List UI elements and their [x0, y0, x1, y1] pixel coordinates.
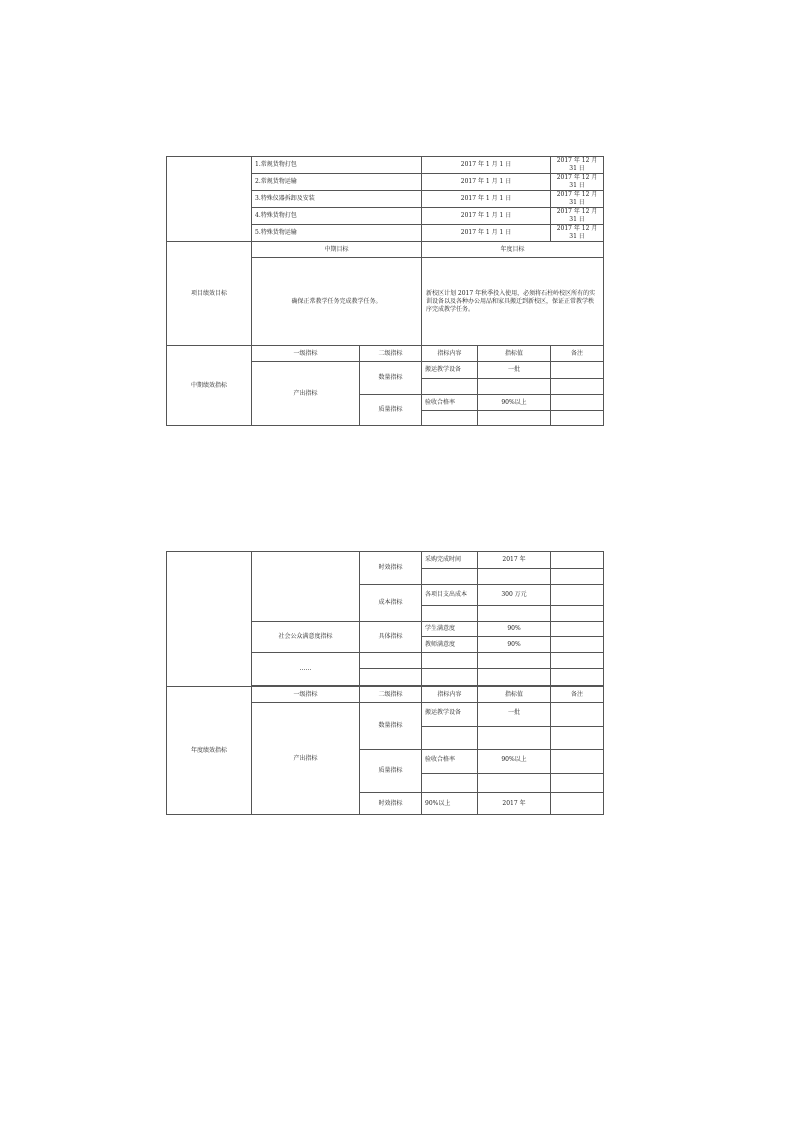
empty-cell — [422, 606, 478, 622]
timeliness-content: 90%以上 — [422, 793, 478, 815]
indicator-header-row — [167, 346, 604, 362]
ellipsis-cell: …… — [252, 653, 360, 686]
quality-content: 验收合格率 — [422, 395, 478, 411]
schedule-end: 2017 年 12 月 31 日 — [551, 225, 604, 242]
empty-cell — [422, 669, 478, 686]
goal-header-row — [167, 242, 604, 258]
timeliness-value: 2017 年 — [478, 552, 551, 569]
empty-cell — [422, 653, 478, 669]
schedule-task: 4.特殊货物打包 — [252, 208, 422, 225]
mid-term-label: 中期绩效指标 — [167, 346, 252, 426]
quantity-value: 一批 — [478, 362, 551, 379]
student-satisfaction-content: 学生满意度 — [422, 622, 478, 637]
project-goal-label: 项目绩效目标 — [167, 242, 252, 346]
empty-cell — [478, 569, 551, 585]
satisfaction-label: 具体指标 — [360, 622, 422, 653]
annual-goal-text: 新校区计划 2017 年秋季投入使用，必须将石柱岭校区所有的实训设备以及各种办公用品和家具搬迁到新校区，保证正常教学秩序完成教学任务。 — [422, 258, 604, 346]
quality-value: 90%以上 — [478, 750, 551, 774]
schedule-task: 1.常规货物打包 — [252, 157, 422, 174]
header-level2: 二级指标 — [360, 687, 422, 703]
schedule-start: 2017 年 1 月 1 日 — [422, 174, 551, 191]
blank-label-cell — [167, 552, 252, 687]
teacher-satisfaction-value: 90% — [478, 637, 551, 653]
quality-content: 验收合格率 — [422, 750, 478, 774]
header-content: 指标内容 — [422, 687, 478, 703]
note-cell — [551, 585, 604, 606]
empty-cell — [422, 379, 478, 395]
timeliness-label: 时效指标 — [360, 793, 422, 815]
cost-label: 成本指标 — [360, 585, 422, 622]
performance-table-part-2 — [166, 551, 604, 815]
quality-label: 质量指标 — [360, 395, 422, 426]
schedule-end: 2017 年 12 月 31 日 — [551, 191, 604, 208]
timeliness-label: 时效指标 — [360, 552, 422, 585]
empty-cell — [551, 569, 604, 585]
blank-label-cell — [167, 157, 252, 242]
header-level2: 二级指标 — [360, 346, 422, 362]
empty-cell — [478, 379, 551, 395]
satisfaction-level1: 社会公众满意度指标 — [252, 622, 360, 653]
note-cell — [551, 395, 604, 411]
schedule-task: 2.常规货物运输 — [252, 174, 422, 191]
schedule-row — [167, 157, 604, 174]
note-cell — [551, 362, 604, 379]
annual-goal-header: 年度目标 — [422, 242, 604, 258]
header-content: 指标内容 — [422, 346, 478, 362]
empty-cell — [551, 669, 604, 686]
header-value: 指标值 — [478, 346, 551, 362]
empty-cell — [478, 411, 551, 426]
empty-cell — [422, 411, 478, 426]
teacher-satisfaction-content: 教师满意度 — [422, 637, 478, 653]
quality-label: 质量指标 — [360, 750, 422, 793]
header-value: 指标值 — [478, 687, 551, 703]
schedule-end: 2017 年 12 月 31 日 — [551, 208, 604, 225]
timeliness-content: 采购完成时间 — [422, 552, 478, 569]
quantity-value: 一批 — [478, 703, 551, 727]
schedule-start: 2017 年 1 月 1 日 — [422, 191, 551, 208]
cost-content: 各项目支出成本 — [422, 585, 478, 606]
note-cell — [551, 703, 604, 727]
level1-output: 产出指标 — [252, 362, 360, 426]
note-cell — [551, 637, 604, 653]
empty-cell — [422, 727, 478, 750]
empty-cell — [478, 653, 551, 669]
note-cell — [551, 552, 604, 569]
empty-cell — [422, 774, 478, 793]
header-note: 备注 — [551, 346, 604, 362]
empty-cell — [478, 669, 551, 686]
header-level1: 一级指标 — [252, 346, 360, 362]
quantity-content: 搬运教学设备 — [422, 362, 478, 379]
empty-cell — [478, 774, 551, 793]
quantity-label: 数量指标 — [360, 362, 422, 395]
header-level1: 一级指标 — [252, 687, 360, 703]
header-note: 备注 — [551, 687, 604, 703]
empty-cell — [478, 606, 551, 622]
timeliness-value: 2017 年 — [478, 793, 551, 815]
indicator-row — [167, 552, 604, 569]
cost-value: 300 万元 — [478, 585, 551, 606]
empty-cell — [551, 606, 604, 622]
empty-cell — [551, 379, 604, 395]
schedule-start: 2017 年 1 月 1 日 — [422, 157, 551, 174]
note-cell — [551, 622, 604, 637]
empty-cell — [551, 774, 604, 793]
schedule-start: 2017 年 1 月 1 日 — [422, 208, 551, 225]
schedule-end: 2017 年 12 月 31 日 — [551, 157, 604, 174]
note-cell — [551, 750, 604, 774]
schedule-task: 3.特殊仪器拆卸及安装 — [252, 191, 422, 208]
level1-output: 产出指标 — [252, 703, 360, 815]
schedule-start: 2017 年 1 月 1 日 — [422, 225, 551, 242]
performance-table-part-1 — [166, 156, 604, 426]
indicator-header-row — [167, 687, 604, 703]
empty-cell — [478, 727, 551, 750]
note-cell — [551, 793, 604, 815]
quality-value: 90%以上 — [478, 395, 551, 411]
empty-cell — [360, 669, 422, 686]
schedule-task: 5.特殊货物运输 — [252, 225, 422, 242]
student-satisfaction-value: 90% — [478, 622, 551, 637]
empty-cell — [422, 569, 478, 585]
empty-cell — [360, 653, 422, 669]
empty-cell — [551, 411, 604, 426]
quantity-label: 数量指标 — [360, 703, 422, 750]
quantity-content: 搬运教学设备 — [422, 703, 478, 727]
empty-cell — [551, 653, 604, 669]
blank-level1-cell — [252, 552, 360, 622]
annual-label: 年度绩效指标 — [167, 687, 252, 815]
mid-goal-header: 中期目标 — [252, 242, 422, 258]
schedule-end: 2017 年 12 月 31 日 — [551, 174, 604, 191]
empty-cell — [551, 727, 604, 750]
mid-goal-text: 确保正常教学任务完成教学任务。 — [252, 258, 422, 346]
